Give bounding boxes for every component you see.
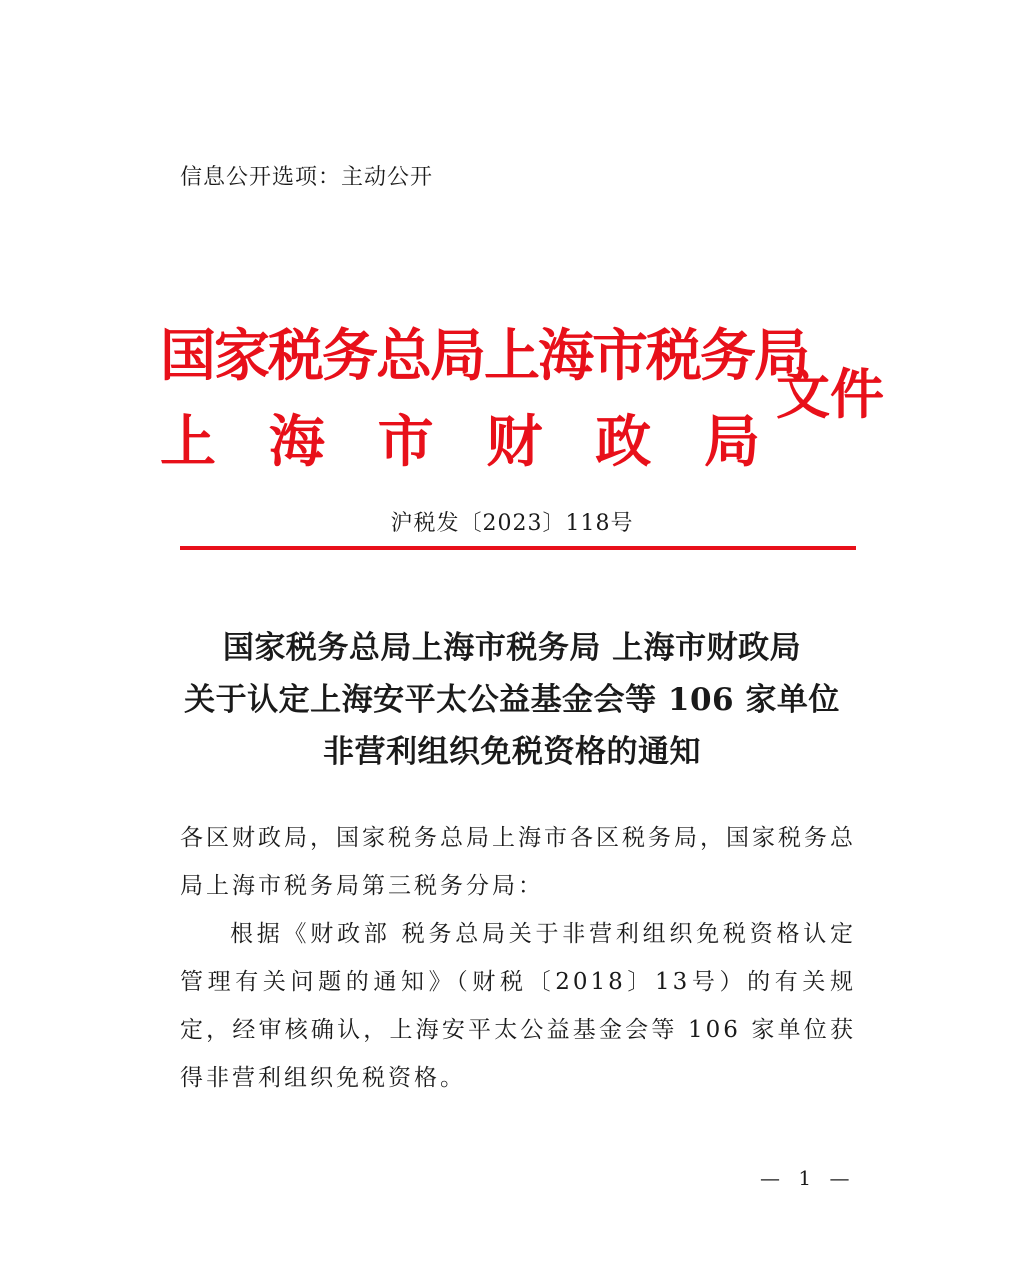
title-line: 关于认定上海安平太公益基金会等 106 家单位 xyxy=(184,682,840,718)
title-line: 国家税务总局上海市税务局 上海市财政局 xyxy=(222,630,802,666)
issuer-header xyxy=(160,312,900,475)
document-number: 沪税发〔2023〕118号 xyxy=(390,511,634,536)
document-body xyxy=(180,814,856,1102)
body-paragraph: 根据《财政部 税务总局关于非营利组织免税资格认定管理有关问题的通知》（财税〔2018〕13号）的有关规定，经审核确认，上海安平太公益基金会等 106 家单位获得非营利组织免税资格。 xyxy=(180,921,856,1091)
issuer-tax-bureau: 国家税务总局上海市税务局 xyxy=(160,323,808,389)
document-suffix: 文件 xyxy=(776,362,884,426)
issuer-char: 上 xyxy=(160,409,216,475)
issuer-char: 财 xyxy=(486,409,543,475)
red-divider xyxy=(180,546,856,550)
issuer-char: 海 xyxy=(268,409,325,475)
title-line: 非营利组织免税资格的通知 xyxy=(323,734,701,770)
issuer-finance-bureau xyxy=(160,398,760,478)
info-disclosure-label: 信息公开选项：主动公开 xyxy=(180,165,434,190)
issuer-char: 市 xyxy=(377,409,434,475)
page-number: — 1 — xyxy=(760,1166,856,1190)
issuer-char: 局 xyxy=(703,409,760,475)
addressee: 各区财政局，国家税务总局上海市各区税务局，国家税务总局上海市税务局第三税务分局： xyxy=(180,825,856,899)
document-title xyxy=(140,622,884,778)
issuer-char: 政 xyxy=(595,409,652,475)
